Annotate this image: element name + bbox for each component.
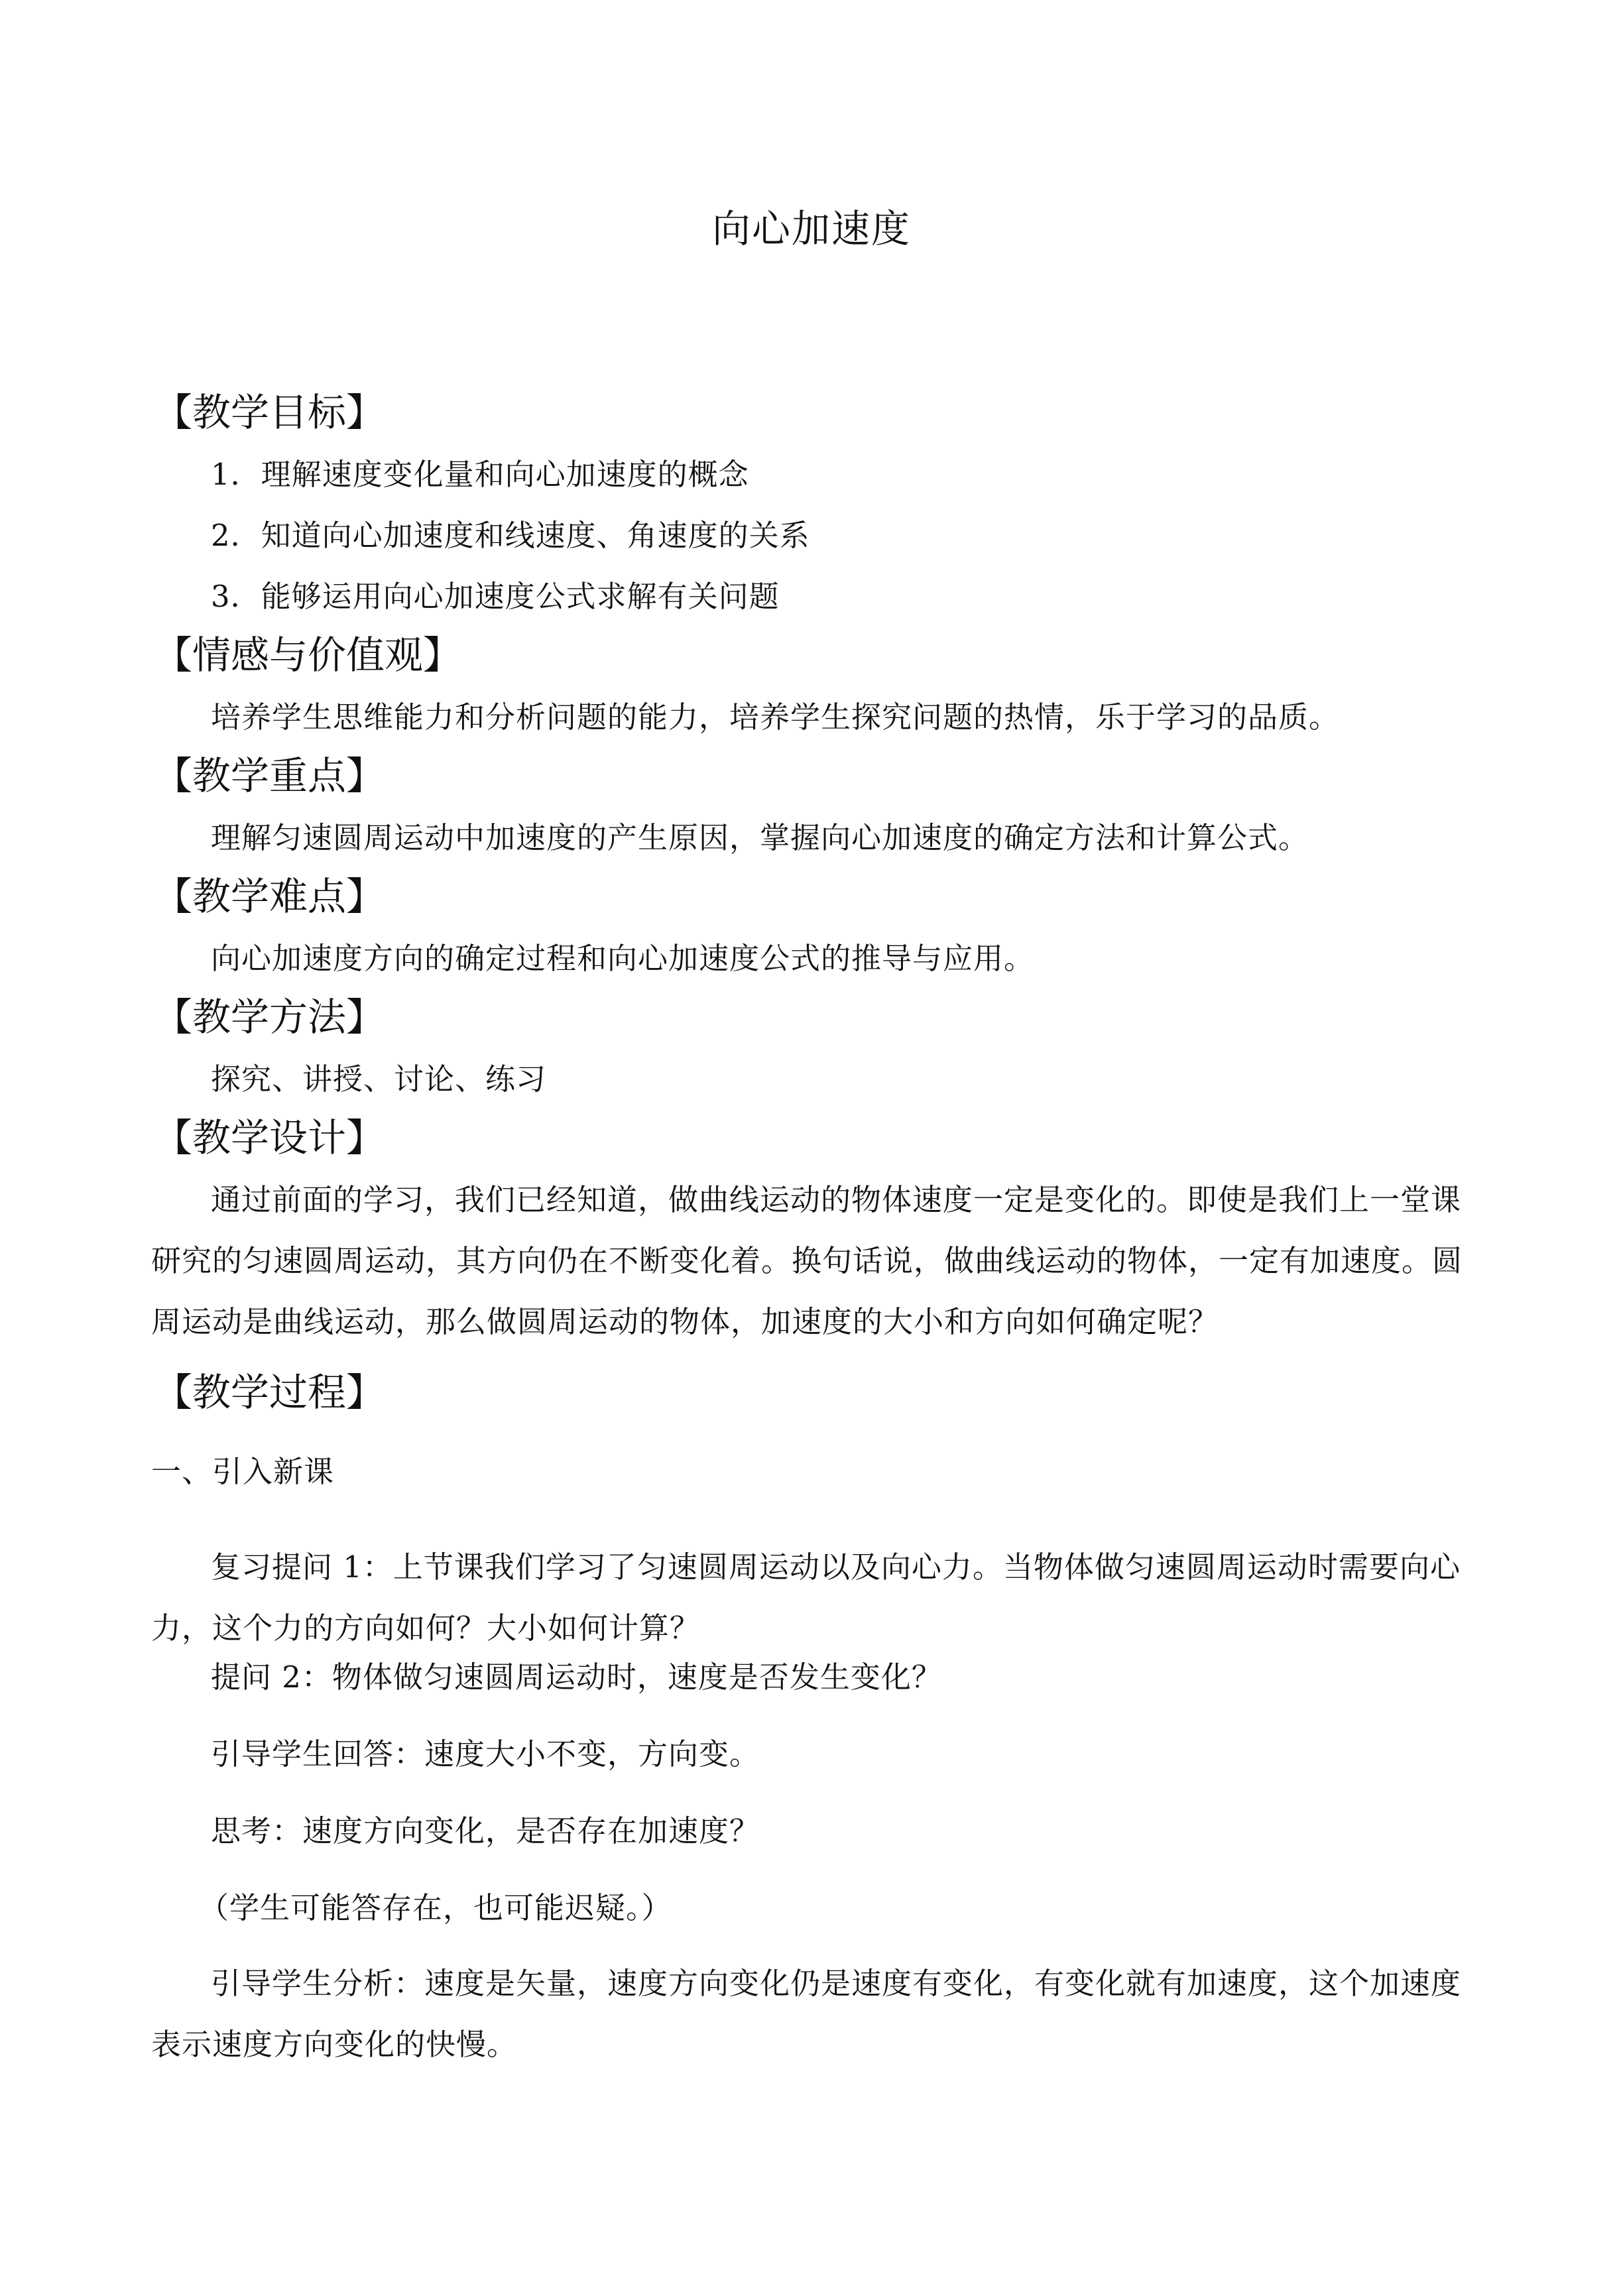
objectives-heading: 【教学目标】 [154, 390, 385, 435]
section-intro-heading: 一、引入新课 [151, 1454, 335, 1489]
values-heading: 【情感与价值观】 [154, 633, 462, 678]
review-question-1: 复习提问 1：上节课我们学习了匀速圆周运动以及向心力。当物体做匀速圆周运动时需要向心力，这个力的方向如何？大小如何计算？ [151, 1549, 1461, 1646]
methods-text: 探究、讲授、讨论、练习 [211, 1061, 547, 1097]
process-heading: 【教学过程】 [154, 1370, 385, 1415]
difficulties-heading: 【教学难点】 [154, 874, 385, 919]
think-prompt: 思考：速度方向变化，是否存在加速度？ [211, 1813, 760, 1848]
guided-answer: 引导学生回答：速度大小不变，方向变。 [211, 1736, 760, 1772]
design-heading: 【教学设计】 [154, 1115, 385, 1160]
objective-item-2: 2．知道向心加速度和线速度、角速度的关系 [211, 518, 810, 553]
objective-item-3: 3．能够运用向心加速度公式求解有关问题 [211, 579, 780, 614]
design-paragraph: 通过前面的学习，我们已经知道，做曲线运动的物体速度一定是变化的。即使是我们上一堂课研究的匀速圆周运动，其方向仍在不断变化着。换句话说，做曲线运动的物体，一定有加速度。圆周运动是曲线运动，那么做圆周运动的物体，加速度的大小和方向如何确定呢？ [151, 1182, 1463, 1339]
student-note: （学生可能答存在，也可能迟疑。） [199, 1890, 672, 1925]
question-2: 提问 2：物体做匀速圆周运动时，速度是否发生变化？ [211, 1660, 942, 1695]
page-title: 向心加速度 [711, 206, 911, 251]
difficulties-text: 向心加速度方向的确定过程和向心加速度公式的推导与应用。 [211, 941, 1035, 976]
values-text: 培养学生思维能力和分析问题的能力，培养学生探究问题的热情，乐于学习的品质。 [211, 699, 1340, 735]
methods-heading: 【教学方法】 [154, 995, 385, 1040]
objective-item-1: 1．理解速度变化量和向心加速度的概念 [211, 457, 749, 492]
keypoints-text: 理解匀速圆周运动中加速度的产生原因，掌握向心加速度的确定方法和计算公式。 [211, 820, 1309, 855]
keypoints-heading: 【教学重点】 [154, 753, 385, 798]
guided-analysis: 引导学生分析：速度是矢量，速度方向变化仍是速度有变化，有变化就有加速度，这个加速度表示速度方向变化的快慢。 [151, 1966, 1462, 2062]
